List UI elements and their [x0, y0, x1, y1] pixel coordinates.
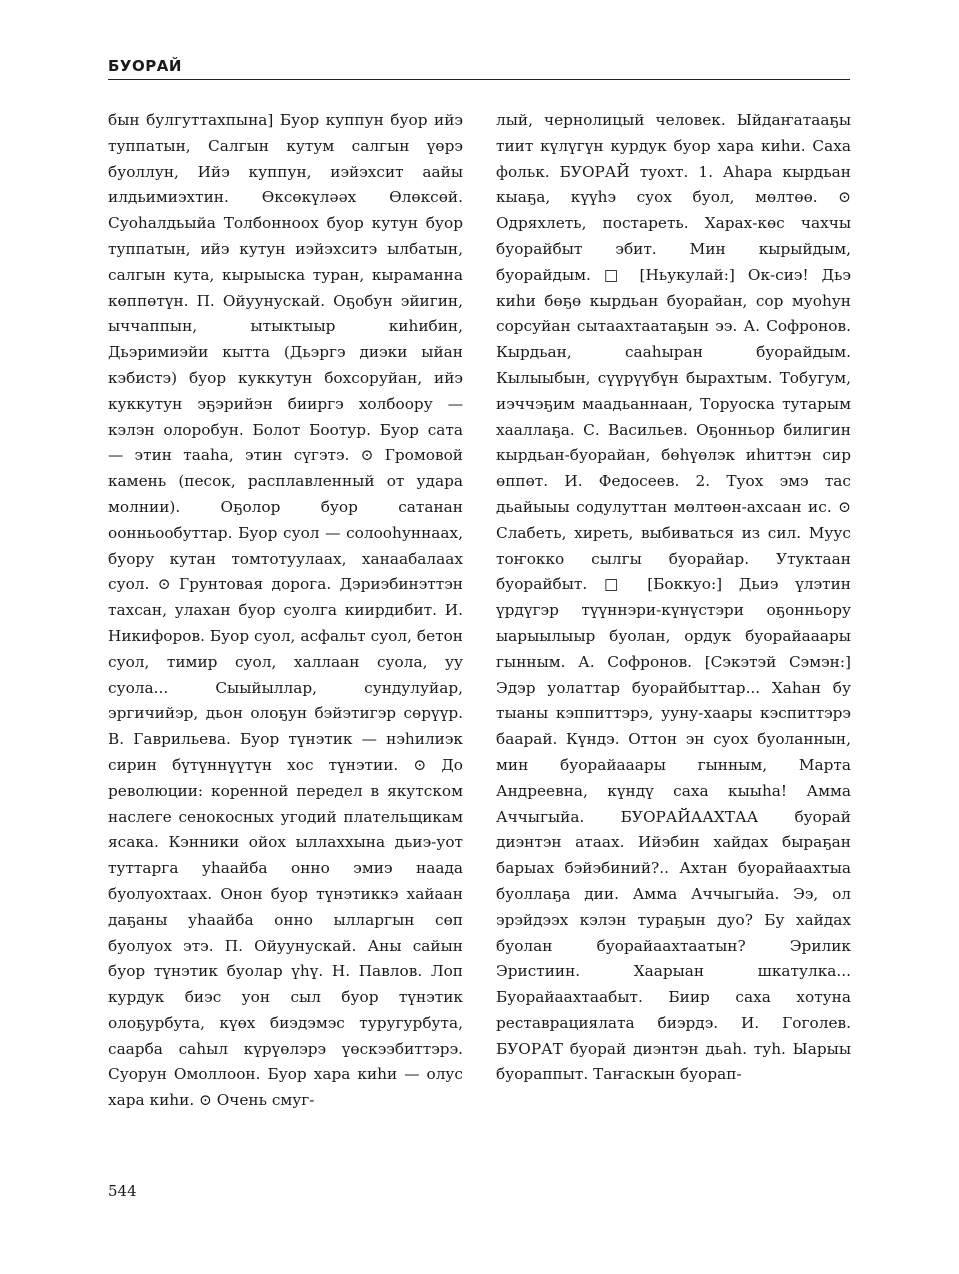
left-column-text [108, 108, 463, 1114]
running-header [108, 56, 850, 80]
left-column-body: бын булгуттахпына] Буор куппун буор ийэ туппатын, Салгын кутум салгын үөрэ буоллун, Ийэ куппун, иэйэхсит аайы илдьимиэхтин. Өксөкүләәх Өлөксөй. Суоһалдьыйа Толбонноох буор кутун буор туппатын, ийэ кутун иэйэхситэ ылбатын, салгын кута, кырыыска туран, кыраманна көппөтүн. П. Ойуунускай. Оҕобун эйигин, ыччаппын, ытыктыыр киһибин, Дьэримиэйи кытта (Дьэргэ диэки ыйан кэбистэ) буор куккутун бохсоруйан, ийэ куккутун эҕэрийэн бииргэ холбоору — кэлэн олоробун. Болот Боотур. Буор сата — этин тааһа, этин сүгэтэ. ⊙ Громовой камень (песок, расплавленный от удара молнии). Оҕолор буор сатанан оонньообуттар. Буор суол — солооһуннаах, буору кутан томтотуулаах, ханаабалаах суол. ⊙ Грунтовая дорога. Дэриэбинэттэн тахсан, улахан буор суолга киирдибит. И. Никифоров. Буор суол, асфальт суол, бетон суол, тимир суол, халлаан суола, уу суола... Сыыйыллар, сундулуйар, эргичийэр, дьон олоҕун бэйэтигэр сөрүүр. В. Гаврильева. Буор түнэтик — нэһилиэк сирин бүтүннүүтүн хос түнэтии. ⊙ До революции: коренной передел в якутском наслеге сенокосных угодий плательщикам ясака. Кэнники ойох ыллаххына дьиэ-уот туттарга уһаайба онно эмиэ наада буолуохтаах. Онон буор түнэтиккэ хайаан даҕаны уһаайба онно ылларгын сөп буолуох этэ. П. Ойуунускай. Аны сайын буор түнэтик буолар үһү. Н. Павлов. Лоп курдук биэс уон сыл буор түнэтик олоҕурбута, күөх биэдэмэс туругурбута, саарба саһыл күрүөлэрэ үөскээбиттэрэ. Суорун Омоллоон. Буор хара киһи — олус хара киһи. ⊙ Очень смуг- [108, 111, 463, 1110]
right-column-body: лый, чернолицый человек. Ыйдаҥатааҕы тиит күлүгүн курдук буор хара киһи. Саха фольк. БУОРАЙ туохт. 1. Аһара кырдьан кыаҕа, күүһэ суох буол, мөлтөө. ⊙ Одряхлеть, постареть. Харах-көс чахчы буорайбыт эбит. Мин кырыйдым, буорайдым. □ [Ньукулай:] Ок-сиэ! Дьэ киһи бөҕө кырдьан буорайан, сор муоһун сорсуйан сытаахтаатаҕын ээ. А. Софронов. Кырдьан, сааһыран буорайдым. Кылыыбын, сүүрүүбүн бырахтым. Тобугум, иэччэҕим маадьаннаан, Торуоска тутарым хааллаҕа. С. Васильев. Оҕонньор билигин кырдьан-буорайан, бөһүөлэк иһиттэн сир өппөт. И. Федосеев. 2. Туох эмэ тас дьайыыы содулуттан мөлтөөн-ахсаан ис. ⊙ Слабеть, хиреть, выбиваться из сил. Муус тоҥокко сылгы буорайар. Утуктаан буорайбыт. □ [Боккуо:] Дьиэ үлэтин үрдүгэр түүннэри-күнүстэри оҕонньору ыарыылыыр буолан, ордук буорайааары гынным. А. Софронов. [Сэкэтэй Сэмэн:] Эдэр уолаттар буорайбыттар... Хаһан бу тыаны кэппиттэрэ, ууну-хаары кэспиттэрэ баарай. Күндэ. Оттон эн суох буоланнын, мин буорайааары гынным, Марта Андреевна, күндү саха кыыһа! Амма Аччыгыйа. БУОРАЙААХТАА буорай диэнтэн атаах. Ийэбин хайдах быраҕан барыах бэйэбиний?.. Ахтан буорайаахтыа буоллаҕа дии. Амма Аччыгыйа. Ээ, ол эрэйдээх кэлэн тураҕын дуо? Бу хайдах буолан буорайаахтаатын? Эрилик Эристиин. Хаарыан шкатулка... Буорайаахтаабыт. Биир саха хотуна реставрациялата биэрдэ. И. Гоголев. БУОРАТ буорай диэнтэн дьаһ. туһ. Ыарыы буораппыт. Таҥаскын буорап- [496, 111, 851, 1084]
left-column [108, 108, 463, 1114]
header-title: БУОРАЙ [108, 57, 182, 75]
page-number: 544 [108, 1182, 137, 1200]
right-column [496, 108, 851, 1088]
right-column-text [496, 108, 851, 1088]
